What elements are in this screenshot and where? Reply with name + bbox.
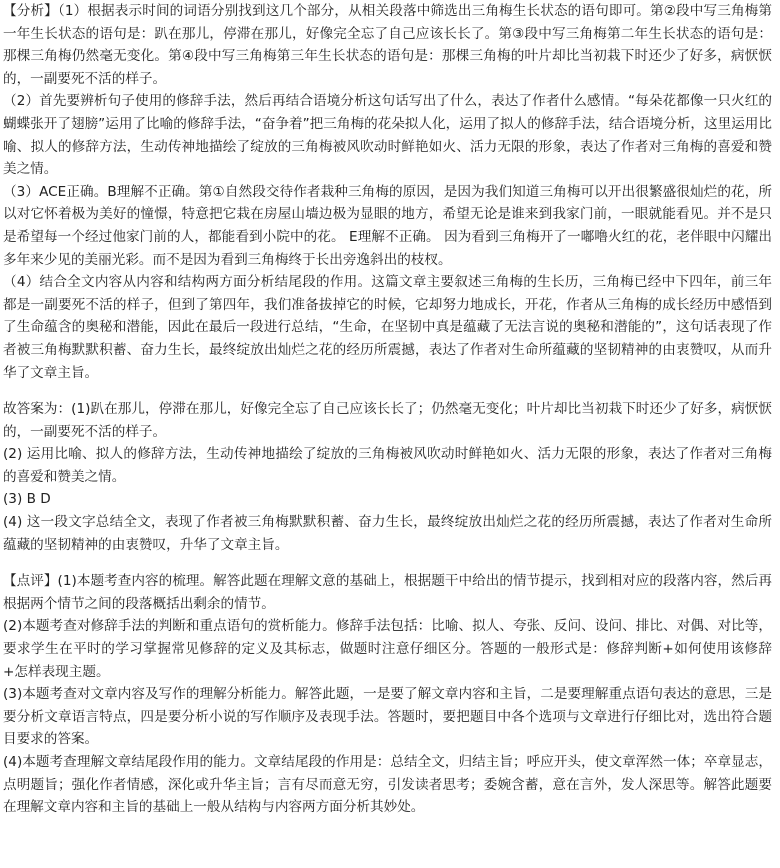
analysis-paragraph-4: （4）结合全文内容从内容和结构两方面分析结尾段的作用。这篇文章主要叙述三角梅的生长历，三角梅已经中下四年，前三年都是一副要死不活的样子，但到了第四年，我们准备拔掉它的时候，它却努力地成长，开花，作者从三角梅的成长经历中感悟到了生命蕴含的奥秘和潜能，因此在最后一段进行总结，“生命，在坚韧中真是蕴藏了无法言说的奥秘和潜能的”，这句话表现了作者被三角梅默默积蓄、奋力生长，最终绽放出灿烂之花的经历所震撼，表达了作者对生命所蕴藏的坚韧精神的由衷赞叹，从而升华了文章主旨。 bbox=[3, 274, 772, 381]
comment-4: (4)本题考查理解文章结尾段作用的能力。文章结尾段的作用是：总结全文，归结主旨；呼应开头，使文章浑然一体；卒章显志，点明题旨；强化作者情感，深化或升华主旨；言有尽而意无穷，引发读者思考；委婉含蓄，意在言外，发人深思等。解答此题要在理解文章内容和主旨的基础上一般从结构与内容两方面分析其妙处。 bbox=[3, 754, 772, 816]
answer-2: (2) 运用比喻、拟人的修辞方法，生动传神地描绘了绽放的三角梅被风吹动时鲜艳如火、活力无限的形象，表达了作者对三角梅的喜爱和赞美之情。 bbox=[3, 446, 772, 485]
analysis-paragraph-2: （2）首先要辨析句子使用的修辞手法，然后再结合语境分析这句话写出了什么，表达了作者什么感情。“每朵花都像一只火红的蝴蝶张开了翅膀”运用了比喻的修辞手法，“奋争着”把三角梅的花朵拟人化，运用了拟人的修辞手法，结合语境分析，这里运用比喻、拟人的修辞方法，生动传神地描绘了绽放的三角梅被风吹动时鲜艳如火、活力无限的形象，表达了作者对三角梅的喜爱和赞美之情。 bbox=[3, 93, 772, 178]
section-spacer bbox=[3, 556, 772, 570]
analysis-paragraph-3: （3）ACE正确。B理解不正确。第①自然段交待作者栽种三角梅的原因，是因为我们知道三角梅可以开出很繁盛很灿烂的花，所以对它怀着极为美好的憧憬，特意把它栽在房屋山墙边极为显眼的地方，希望无论是谁来到我家门前，一眼就能看见。并不是只是希望每一个经过他家门前的人，都能看到小院中的花。 E理解不正确。 因为看到三角梅开了一嘟噜火红的花，老伴眼中闪耀出多年来少见的美丽光彩。而不是因为看到三角梅终于长出旁逸斜出的枝杈。 bbox=[3, 183, 772, 268]
section-spacer bbox=[3, 384, 772, 398]
comment-section bbox=[3, 570, 772, 819]
answer-3: (3) B D bbox=[3, 491, 51, 508]
comment-1: 【点评】(1)本题考查内容的梳理。解答此题在理解文意的基础上，根据题干中给出的情节提示，找到相对应的段落内容，然后再根据两个情节之间的段落概括出剩余的情节。 bbox=[3, 573, 772, 612]
answer-4: (4) 这一段文字总结全文，表现了作者被三角梅默默积蓄、奋力生长，最终绽放出灿烂之花的经历所震撼，表达了作者对生命所蕴藏的坚韧精神的由衷赞叹，升华了文章主旨。 bbox=[3, 514, 772, 553]
answer-section bbox=[3, 398, 772, 556]
analysis-section bbox=[3, 0, 772, 384]
comment-3: (3)本题考查对文章内容及写作的理解分析能力。解答此题，一是要了解文章内容和主旨，二是要理解重点语句表达的意思，三是要分析文章语言特点，四是要分析小说的写作顺序及表现手法。答题时，要把题目中各个选项与文章进行仔细比对，选出符合题目要求的答案。 bbox=[3, 686, 772, 748]
analysis-paragraph-1: 【分析】（1）根据表示时间的词语分别找到这几个部分，从相关段落中筛选出三角梅生长状态的语句即可。第②段中写三角梅第一年生长状态的语句是：趴在那儿，停滞在那儿，好像完全忘了自己应该长长了。第③段中写三角梅第二年生长状态的语句是：那棵三角梅仍然毫无变化。第④段中写三角梅第三年生长状态的语句是：那棵三角梅的叶片却比当初栽下时还少了好多，病恹恹的，一副要死不活的样子。 bbox=[3, 3, 772, 87]
comment-2: (2)本题考查对修辞手法的判断和重点语句的赏析能力。修辞手法包括：比喻、拟人、夸张、反问、设问、排比、对偶、对比等，要求学生在平时的学习掌握常见修辞的定义及其标志，做题时注意仔细区分。答题的一般形式是：修辞判断+如何使用该修辞+怎样表现主题。 bbox=[3, 618, 772, 680]
answer-1: 故答案为：(1)趴在那儿，停滞在那儿，好像完全忘了自己应该长长了；仍然毫无变化；叶片却比当初栽下时还少了好多，病恹恹的，一副要死不活的样子。 bbox=[3, 401, 772, 440]
